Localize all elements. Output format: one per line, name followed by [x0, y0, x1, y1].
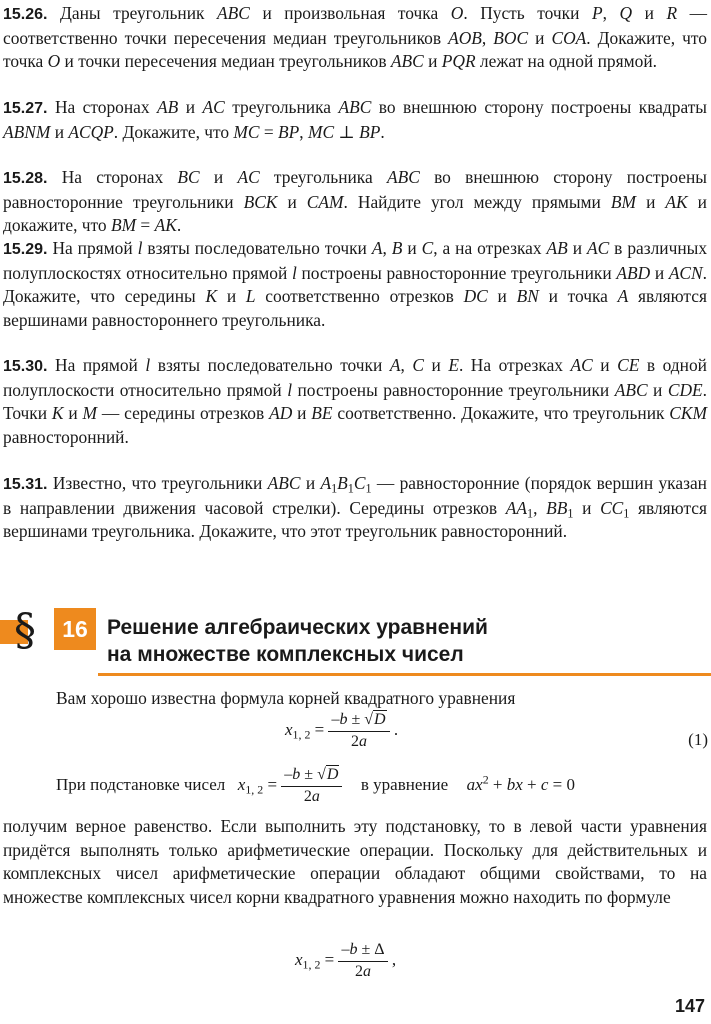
formula-roots-delta	[295, 940, 396, 982]
formula-lhs: $x_{1, 2}$ =	[295, 949, 335, 972]
section-sign-icon: §	[14, 605, 36, 656]
problem-number: 15.29.	[3, 241, 48, 258]
problem-text: На прямой l взяты последовательно точки A, C и E. На отрезках AC и CE в одной полуплоскости относительно прямой l построены равносторонние треугольники ABC и CDE. Точки K и M — середины отрезков AD и BE соответственно. Докажите, что треугольник CKM равносторонний.	[3, 355, 707, 447]
section-divider	[98, 673, 711, 676]
formula-end: .	[393, 719, 399, 739]
formula-end: ,	[391, 949, 397, 969]
problem-15-29	[3, 237, 707, 332]
equation-number: (1)	[688, 730, 708, 749]
problem-text: Даны треугольник ABC и произвольная точка O. Пусть точки P, Q и R — соответственно точки пересечения медиан треугольников AOB, BOC и COA. Докажите, что точка O и точки пересечения медиан треугольников ABC и PQR лежат на одной прямой.	[3, 3, 708, 72]
fraction	[328, 710, 389, 752]
denominator: 2a	[355, 963, 372, 980]
substitution-before: При подстановке чисел	[56, 774, 226, 794]
formula-lhs: $x_{1, 2}$ =	[237, 774, 278, 797]
problem-15-27	[3, 96, 707, 144]
problem-number: 15.26.	[3, 6, 48, 23]
numerator: –b ± √D	[328, 710, 389, 732]
problem-15-28	[3, 166, 707, 238]
fraction	[338, 940, 387, 982]
quadratic-equation: $ax^2$ + bx + c = 0	[466, 772, 576, 794]
fraction	[281, 765, 342, 807]
intro-text: Вам хорошо известна формула корней квадратного уравнения	[56, 688, 516, 708]
substitution-after: в уравнение	[360, 774, 449, 794]
problem-number: 15.31.	[3, 476, 48, 493]
page-number: 147	[674, 996, 705, 1016]
problem-number: 15.27.	[3, 100, 48, 117]
problem-15-31	[3, 472, 707, 544]
section-number-badge: 16	[54, 608, 96, 650]
numerator: –b ± √D	[281, 765, 342, 787]
denominator: 2a	[303, 788, 320, 805]
problem-text: На сторонах BC и AC треугольника ABC во внешнюю сторону построены равносторонние треугольники BCK и CAM. Найдите угол между прямыми BM и AK и докажите, что BM = AK.	[3, 167, 707, 236]
body-paragraph: получим верное равенство. Если выполнить эту подстановку, то в левой части уравнения придётся выполнять только арифметические операции. Поскольку для действительных и комплексных чисел арифметические операции обладают общими свойствами, то на множестве комплексных чисел корни квадратного уравнения можно находить по формуле	[3, 816, 707, 907]
problem-15-26	[3, 2, 707, 74]
section-title	[107, 614, 488, 668]
numerator: –b ± Δ	[338, 940, 387, 962]
substitution-line	[56, 765, 708, 807]
section-title-line2: на множестве комплексных чисел	[107, 643, 464, 666]
denominator: 2a	[351, 733, 368, 750]
formula-roots-sqrt	[285, 710, 398, 752]
problem-number: 15.30.	[3, 358, 48, 375]
problem-15-30	[3, 354, 707, 449]
problem-text: Известно, что треугольники ABC и $A_1B_1C_1$ — равносторонние (порядок вершин указан в направлении движения часовой стрелки). Середины отрезков $AA_1$, $BB_1$ и $CC_1$ являются вершинами треугольника. Докажите, что этот треугольник равносторонний.	[3, 473, 707, 542]
section-title-line1: Решение алгебраических уравнений	[107, 616, 488, 639]
problem-number: 15.28.	[3, 170, 48, 187]
formula-lhs: $x_{1, 2}$ =	[285, 719, 325, 742]
problem-text: На прямой l взяты последовательно точки A, B и C, а на отрезках AB и AC в различных полуплоскостях относительно прямой l построены равносторонние треугольники ABD и ACN. Докажите, что середины K и L соответственно отрезков DC и BN и точка A являются вершинами равностороннего треугольника.	[3, 238, 708, 330]
problem-text: На сторонах AB и AC треугольника ABC во внешнюю сторону построены квадраты ABNM и ACQP. Докажите, что MC = BP, MC ⊥ BP.	[3, 97, 707, 142]
